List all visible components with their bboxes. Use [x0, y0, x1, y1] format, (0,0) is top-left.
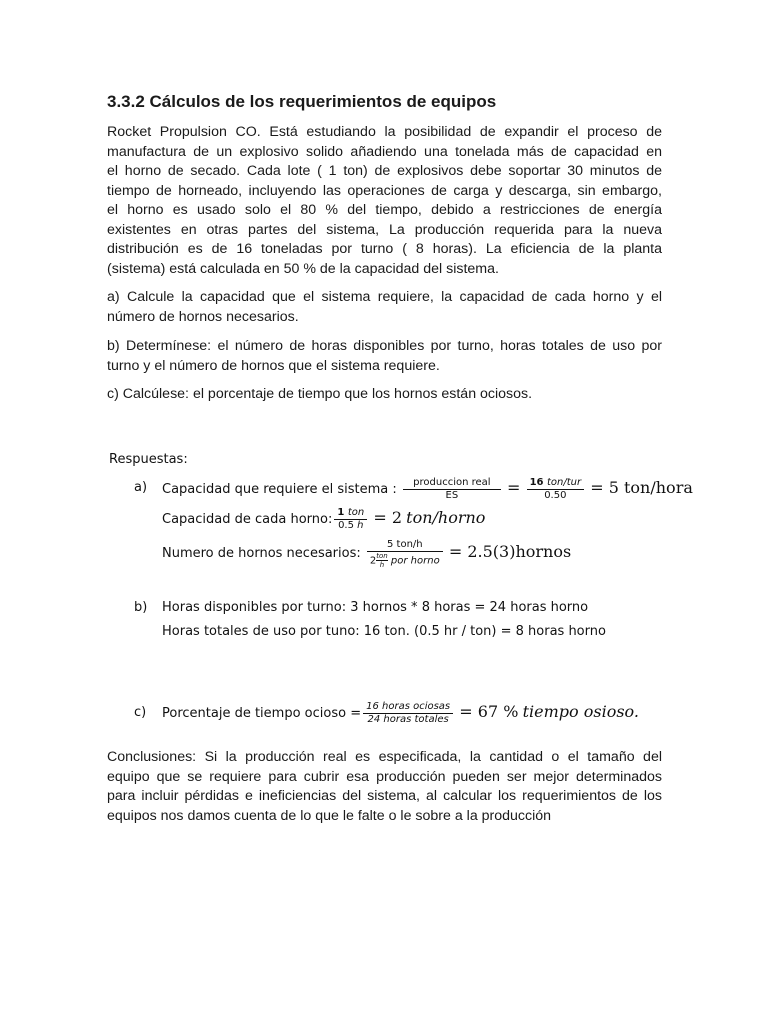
- fraction-numerator: 16 horas ociosas: [363, 701, 453, 714]
- fraction-denominator: 24 horas totales: [367, 714, 449, 725]
- answer-a-line1-result: = 5 ton/hora: [590, 478, 693, 497]
- numerator-value: 1: [337, 507, 345, 518]
- answer-c-line: [162, 695, 639, 731]
- text-line: manufactura de un explosivo solido añadiendo una tonelada más de capacidad en: [107, 143, 662, 160]
- fraction-denominator: [367, 552, 443, 569]
- answer-a-marker: a): [134, 480, 148, 495]
- fraction-oven-capacity: [334, 507, 367, 532]
- equals-sign: =: [507, 478, 521, 497]
- text-line: turno y el número de hornos que el sistema requiere.: [107, 357, 440, 374]
- answer-a-line1: [162, 474, 693, 504]
- fraction-number-of-ovens: [367, 539, 443, 569]
- answer-a-line2: [162, 504, 485, 534]
- inner-denominator: h: [379, 560, 385, 569]
- inner-numerator: ton: [376, 551, 388, 560]
- numerator-unit: ton/tur: [546, 477, 582, 488]
- text-line: tiempo de horneado, incluyendo las operaciones de carga y descarga, sin embargo,: [107, 182, 662, 199]
- answer-b-marker: b): [134, 600, 148, 615]
- denominator-value: 0.5: [338, 520, 354, 531]
- answers-title: Respuestas:: [109, 452, 188, 467]
- text-line: Conclusiones: Si la producción real es especificada, la cantidad o el tamaño del: [107, 749, 662, 765]
- text-line: equipo que se requiere para cubrir esa producción pueden ser mejor determinados: [107, 768, 662, 785]
- denominator-tail: por horno: [390, 555, 440, 566]
- answer-c-label: Porcentaje de tiempo ocioso =: [162, 706, 362, 721]
- question-b: [107, 337, 662, 376]
- fraction-numerator: 5 ton/h: [367, 539, 443, 552]
- conclusion-paragraph: [107, 748, 662, 826]
- fraction-numerator: produccion real: [403, 477, 501, 490]
- fraction-denominator: [334, 520, 367, 532]
- answer-b-line1: Horas disponibles por turno: 3 hornos * 8 horas = 24 horas horno: [162, 600, 589, 615]
- answer-a-line1-label: Capacidad que requiere el sistema :: [162, 482, 397, 497]
- fraction-denominator: 0.50: [544, 490, 567, 501]
- answer-a-line2-label: Capacidad de cada horno:: [162, 512, 333, 527]
- question-c: [107, 385, 662, 405]
- text-line: c) Calcúlese: el porcentaje de tiempo que los hornos están ociosos.: [107, 386, 533, 402]
- result-prefix: = 2: [373, 508, 403, 527]
- answer-b-line2: Horas totales de uso por tuno: 16 ton. (0.5 hr / ton) = 8 horas horno: [162, 624, 606, 639]
- result-prefix: = 67 %: [459, 702, 519, 721]
- text-line: el horno de secado. Cada lote ( 1 ton) de explosivos debe soportar 30 minutos de: [107, 163, 662, 179]
- result-text: tiempo osioso.: [522, 702, 639, 721]
- text-line: para incluir pérdidas e ineficiencias del sistema, al calcular los requerimientos de los: [107, 788, 662, 804]
- fraction-numerator: [527, 477, 585, 490]
- denominator-coefficient: 2: [369, 555, 377, 566]
- text-line: el horno es usado solo el 80 % del tiempo, debido a restricciones de energía: [107, 202, 662, 218]
- text-line: b) Determínese: el número de horas disponibles por turno, horas totales de uso por: [107, 338, 662, 354]
- text-line: número de hornos necesarios.: [107, 308, 299, 325]
- text-line: a) Calcule la capacidad que el sistema requiere, la capacidad de cada horno y el: [107, 289, 662, 305]
- numerator-unit: ton: [347, 507, 365, 518]
- answer-c-marker: c): [134, 705, 147, 720]
- fraction-numerator: [334, 507, 367, 520]
- section-heading: 3.3.2 Cálculos de los requerimientos de equipos: [107, 92, 497, 111]
- result-unit: ton/horno: [406, 508, 486, 527]
- intro-paragraph: [107, 123, 662, 279]
- answer-a-line3: [162, 535, 571, 571]
- text-line: (sistema) está calculada en 50 % de la capacidad del sistema.: [107, 260, 499, 277]
- inner-fraction: [376, 552, 387, 569]
- fraction-real-production-over-es: [403, 477, 501, 502]
- fraction-demand-over-efficiency: [527, 477, 585, 502]
- text-line: equipos nos damos cuenta de lo que le falte o le sobre a la producción: [107, 807, 552, 824]
- fraction-idle-time: [363, 701, 453, 726]
- answer-a-line3-result: = 2.5(3)hornos: [448, 542, 572, 561]
- answer-a-line3-label: Numero de hornos necesarios:: [162, 546, 361, 561]
- denominator-unit: h: [357, 520, 364, 531]
- question-a: [107, 288, 662, 327]
- numerator-value: 16: [529, 477, 544, 488]
- text-line: Rocket Propulsion CO. Está estudiando la posibilidad de expandir el proceso de: [107, 124, 662, 140]
- text-line: distribución es de 16 toneladas por turno ( 8 horas). La eficiencia de la planta: [107, 241, 662, 257]
- fraction-denominator: ES: [445, 490, 459, 501]
- text-line: existentes en otras partes del sistema, La producción requerida para la nueva: [107, 221, 662, 238]
